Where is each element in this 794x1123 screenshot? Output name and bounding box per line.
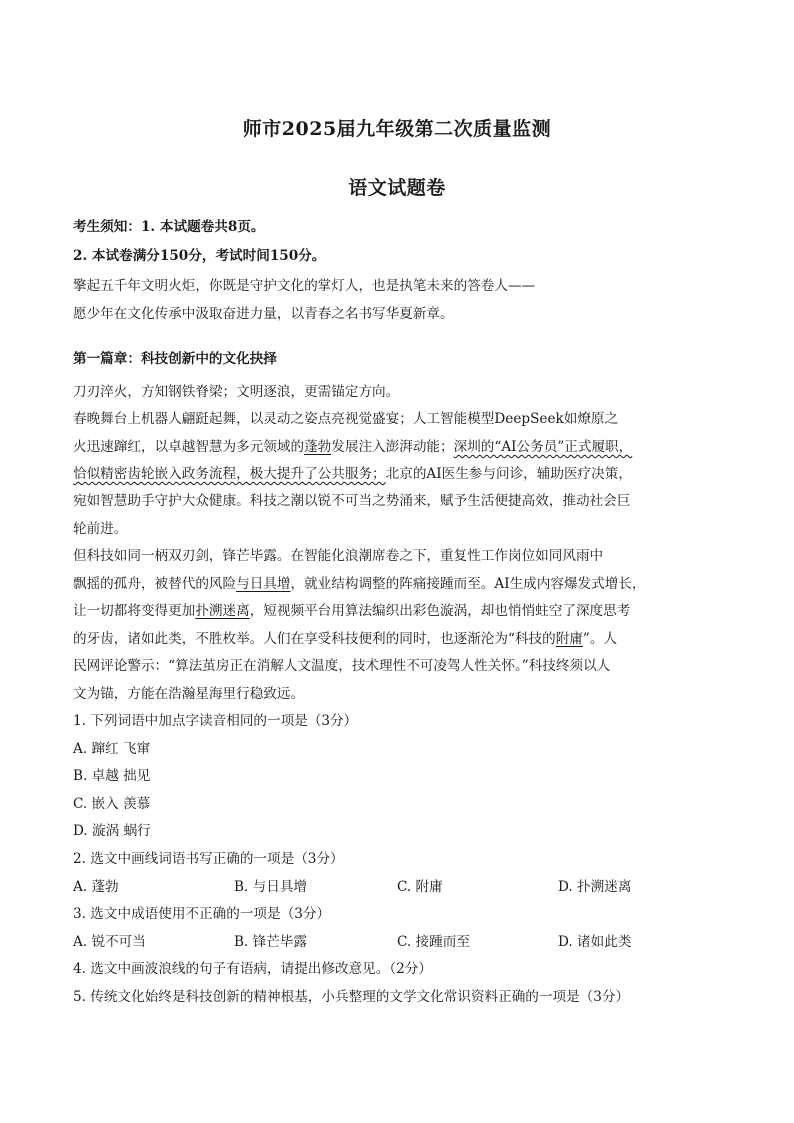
question-2-option-a: A. 蓬勃 [73, 879, 119, 895]
passage-text: 发展注入澎湃动能； [331, 439, 454, 455]
question-2-option-b: B. 与日具增 [234, 879, 308, 895]
passage-line: 民网评论警示：“算法茧房正在消解人文温度，技术理性不可凌驾人性关怀。”科技终须以人 [73, 658, 611, 674]
passage-line: 刀刃淬火，方知钢铁脊梁；文明逐浪，更需锚定方向。 [73, 384, 400, 400]
passage-line [73, 465, 632, 483]
notice-line-1: 考生须知：1. 本试题卷共8页。 [73, 219, 265, 235]
question-3-option-d: D. 诸如此类 [558, 934, 632, 950]
passage-line [73, 602, 630, 620]
passage-text: 让一切都将变得更加 [73, 603, 196, 619]
passage-text: 北京的AI医生参与问诊，辅助医疗决策， [385, 466, 632, 482]
question-1: 1. 下列词语中加点字读音相同的一项是（3分） [73, 713, 358, 729]
question-2: 2. 选文中画线词语书写正确的一项是（3分） [73, 851, 344, 867]
passage-line [73, 438, 632, 456]
exam-title: 师市2025届九年级第二次质量监测 [242, 118, 552, 140]
question-4: 4. 选文中画波浪线的句子有语病，请提出修改意见。（2分） [73, 961, 432, 977]
question-1-option-b: B. 卓越 拙见 [73, 768, 151, 784]
passage-line: 春晚舞台上机器人翩跹起舞，以灵动之姿点亮视觉盛宴；人工智能模型DeepSeek如燎原之 [73, 411, 619, 427]
passage-text: ”。人 [582, 631, 618, 647]
passage-line: 轮前进。 [73, 521, 128, 537]
underlined-word: 附庸 [555, 631, 583, 647]
wavy-underlined-sentence: 深圳的“AI公务员”正式履职， [453, 439, 633, 455]
wavy-underlined-sentence: 恰似精密齿轮嵌入政务流程，极大提升了公共服务； [73, 466, 386, 482]
question-2-option-d: D. 扑溯迷离 [558, 879, 632, 895]
passage-text: 火迅速蹿红，以卓越智慧为多元领域的 [73, 439, 305, 455]
notice-line-2: 2. 本试卷满分150分，考试时间150分。 [73, 248, 326, 264]
question-3: 3. 选文中成语使用不正确的一项是（3分） [73, 906, 331, 922]
passage-line: 但科技如同一柄双刃剑，锋芒毕露。在智能化浪潮席卷之下，重复性工作岗位如同风雨中 [73, 548, 604, 564]
exam-subtitle: 语文试题卷 [348, 177, 446, 199]
question-3-option-c: C. 接踵而至 [397, 934, 470, 950]
passage-text: 飘摇的孤舟，被替代的风险 [73, 576, 237, 592]
question-1-option-c: C. 嵌入 羡慕 [73, 796, 151, 812]
passage-text: 的牙齿，诸如此类，不胜枚举。人们在享受科技便利的同时，也逐渐沦为“科技的 [73, 631, 556, 647]
question-5: 5. 传统文化始终是科技创新的精神根基，小兵整理的文学文化常识资料正确的一项是（3分） [73, 989, 630, 1005]
underlined-word: 蓬勃 [304, 439, 332, 455]
question-3-option-b: B. 锋芒毕露 [234, 934, 308, 950]
question-3-option-a: A. 锐不可当 [73, 934, 146, 950]
question-1-option-a: A. 蹿红 飞窜 [73, 741, 151, 757]
passage-text: ，就业结构调整的阵痛接踵而至。AI生成内容爆发式增长， [290, 576, 646, 592]
intro-line-2: 愿少年在文化传承中汲取奋进力量，以青春之名书写华夏新章。 [73, 306, 454, 322]
passage-line: 宛如智慧助手守护大众健康。科技之潮以锐不可当之势涌来，赋予生活便捷高效，推动社会巨 [73, 493, 631, 509]
passage-line [73, 630, 617, 648]
passage-line: 文为锚，方能在浩瀚星海里行稳致远。 [73, 686, 305, 702]
intro-line-1: 擎起五千年文明火炬，你既是守护文化的掌灯人，也是执笔未来的答卷人—— [73, 278, 536, 294]
passage-line [73, 575, 646, 593]
passage-text: ，短视频平台用算法编织出彩色漩涡，却也悄悄蛀空了深度思考 [249, 603, 631, 619]
question-2-option-c: C. 附庸 [397, 879, 443, 895]
question-1-option-d: D. 漩涡 蜗行 [73, 823, 151, 839]
section-heading: 第一篇章：科技创新中的文化抉择 [73, 351, 277, 367]
underlined-word: 与日具增 [236, 576, 291, 592]
underlined-word: 扑溯迷离 [195, 603, 250, 619]
